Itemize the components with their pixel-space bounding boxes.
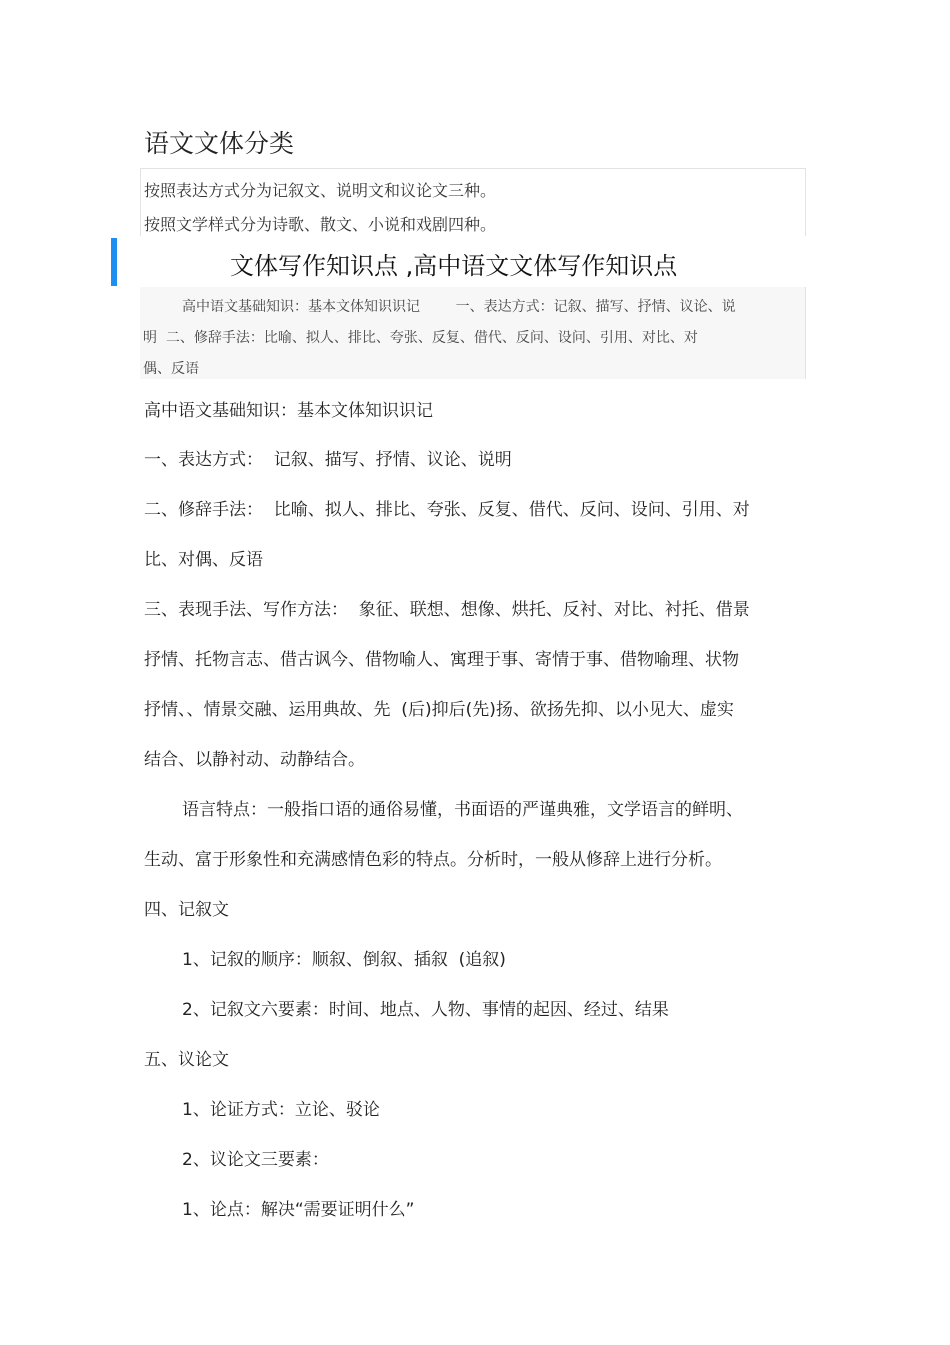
intro-line-1: 按照表达方式分为记叙文、说明文和议论文三种。	[144, 181, 497, 200]
page-title: 语文文体分类	[144, 129, 295, 158]
body-line: 高中语文基础知识：基本文体知识识记	[144, 401, 433, 421]
body-line: 语言特点：一般指口语的通俗易懂，书面语的严谨典雅，文学语言的鲜明、	[182, 800, 743, 820]
body-line: 五、议论文	[144, 1050, 229, 1070]
body-line: 生动、富于形象性和充满感情色彩的特点。分析时，一般从修辞上进行分析。	[144, 850, 722, 870]
body-line: 抒情、托物言志、借古讽今、借物喻人、寓理于事、寄情于事、借物喻理、状物	[144, 650, 739, 670]
body-line: 1、论点：解决“需要证明什么”	[182, 1200, 415, 1220]
summary-line-3: 偶、反语	[143, 361, 199, 377]
intro-box	[140, 168, 806, 236]
intro-line-2: 按照文学样式分为诗歌、散文、小说和戏剧四种。	[144, 215, 497, 234]
body-line: 结合、以静衬动、动静结合。	[144, 750, 365, 770]
body-line: 2、记叙文六要素：时间、地点、人物、事情的起因、经过、结果	[182, 1000, 669, 1020]
body-line: 三、表现手法、写作方法： 象征、联想、想像、烘托、反衬、对比、衬托、借景	[144, 600, 750, 620]
article-headline[interactable]: 文体写作知识点 ,高中语文文体写作知识点	[230, 252, 678, 280]
article-summary[interactable]	[140, 287, 806, 379]
body-line: 1、记叙的顺序：顺叙、倒叙、插叙 (追叙)	[182, 950, 506, 970]
body-line: 二、修辞手法： 比喻、拟人、排比、夸张、反复、借代、反问、设问、引用、对	[144, 500, 750, 520]
body-line: 比、对偶、反语	[144, 550, 263, 570]
summary-line-1: 高中语文基础知识：基本文体知识识记 一、表达方式：记叙、描写、抒情、议论、说	[182, 299, 736, 315]
body-line: 四、记叙文	[144, 900, 229, 920]
body-line: 2、议论文三要素：	[182, 1150, 329, 1170]
body-line: 抒情、、情景交融、运用典故、先 (后)抑后(先)扬、欲扬先抑、以小见大、虚实	[144, 700, 734, 720]
summary-line-2: 明 二、修辞手法：比喻、拟人、排比、夸张、反复、借代、反问、设问、引用、对比、对	[143, 330, 698, 346]
body-line: 1、论证方式：立论、驳论	[182, 1100, 380, 1120]
body-line: 一、表达方式： 记叙、描写、抒情、议论、说明	[144, 450, 512, 470]
headline-accent-bar	[111, 238, 117, 286]
